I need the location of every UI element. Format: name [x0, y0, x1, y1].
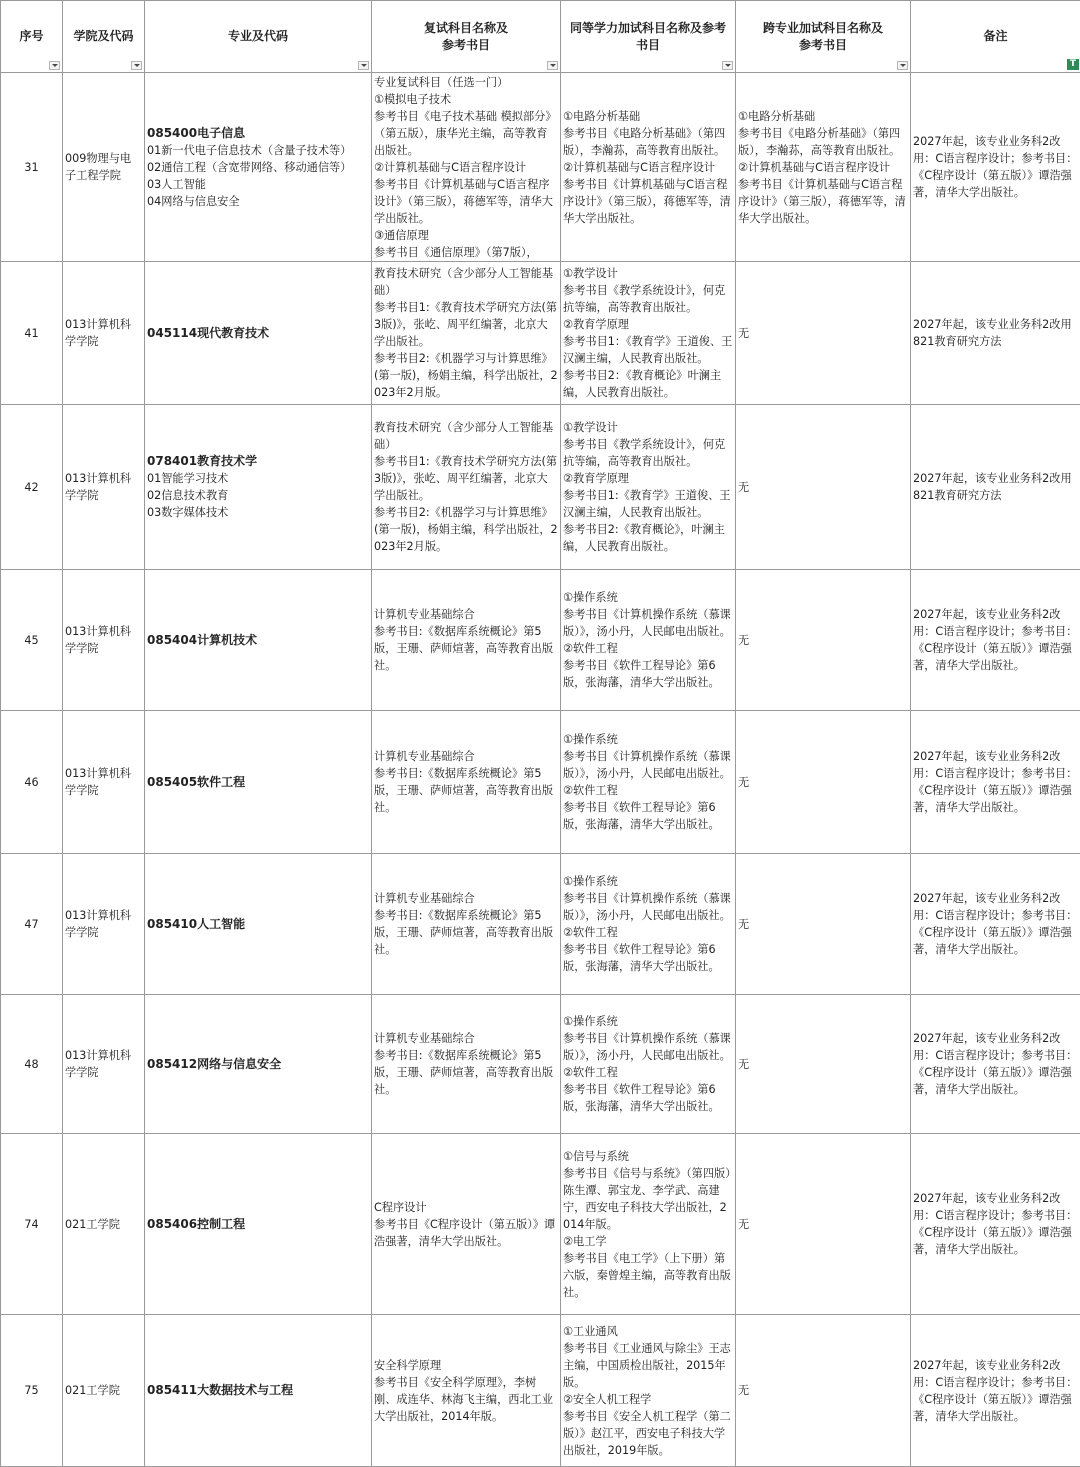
remark-cell: 2027年起，该专业业务科2改用：C语言程序设计；参考书目：《C程序设计（第五版）》谭浩强著，清华大学出版社。	[911, 73, 1080, 262]
table-row	[1, 570, 1080, 711]
cross-major-exam-cell: 无	[736, 262, 911, 405]
remark-cell: 2027年起，该专业业务科2改用：C语言程序设计；参考书目：《C程序设计（第五版）》谭浩强著，清华大学出版社。	[911, 711, 1080, 854]
major-code: 085400电子信息	[147, 125, 369, 142]
equivalent-exam-cell: ①工业通风 参考书目《工业通风与除尘》王志主编，中国质检出版社，2015年版。 ②安全人机工程学 参考书目《安全人机工程学（第二版）》赵江平，西安电子科技大学出版社，2019年版。	[561, 1315, 736, 1467]
major-code: 085410人工智能	[147, 916, 369, 933]
dropdown-filter-icon[interactable]	[49, 61, 60, 70]
cross-major-exam-cell: 无	[736, 1315, 911, 1467]
header-cell	[561, 1, 736, 73]
seq-cell: 48	[1, 995, 63, 1134]
table-row	[1, 1315, 1080, 1467]
seq-cell: 42	[1, 405, 63, 570]
major-directions: 01智能学习技术 02信息技术教育 03数字媒体技术	[147, 470, 369, 521]
college-cell: 013计算机科学学院	[63, 262, 145, 405]
header-label: 备注	[983, 29, 1007, 43]
table-row	[1, 405, 1080, 570]
remark-cell: 2027年起，该专业业务科2改用：C语言程序设计；参考书目：《C程序设计（第五版）》谭浩强著，清华大学出版社。	[911, 570, 1080, 711]
seq-cell: 46	[1, 711, 63, 854]
major-cell	[145, 711, 372, 854]
dropdown-filter-icon[interactable]	[897, 61, 908, 70]
remark-cell: 2027年起，该专业业务科2改用：C语言程序设计；参考书目：《C程序设计（第五版）》谭浩强著，清华大学出版社。	[911, 1134, 1080, 1315]
remark-cell: 2027年起，该专业业务科2改用：C语言程序设计；参考书目：《C程序设计（第五版）》谭浩强著，清华大学出版社。	[911, 1315, 1080, 1467]
major-cell	[145, 1134, 372, 1315]
dropdown-filter-icon[interactable]	[358, 61, 369, 70]
table-row	[1, 711, 1080, 854]
equivalent-exam-cell: ①操作系统 参考书目《计算机操作系统（慕课版）》，汤小丹，人民邮电出版社。 ②软件工程 参考书目《软件工程导论》第6版，张海藩，清华大学出版社。	[561, 854, 736, 995]
retest-cell: 计算机专业基础综合 参考书目:《数据库系统概论》第5版，王珊、萨师煊著，高等教育出版社。	[372, 570, 561, 711]
header-label: 专业及代码	[228, 29, 288, 43]
header-label: 跨专业加试科目名称及 参考书目	[763, 21, 883, 52]
table-row	[1, 854, 1080, 995]
table-row	[1, 995, 1080, 1134]
college-cell: 013计算机科学学院	[63, 711, 145, 854]
equivalent-exam-cell: ①电路分析基础 参考书目《电路分析基础》（第四版），李瀚荪，高等教育出版社。 ②计算机基础与C语言程序设计 参考书目《计算机基础与C语言程序设计》（第三版），蒋德军等，清华大学出版社。	[561, 73, 736, 262]
retest-cell: 计算机专业基础综合 参考书目:《数据库系统概论》第5版，王珊、萨师煊著，高等教育出版社。	[372, 711, 561, 854]
header-cell	[145, 1, 372, 73]
header-label: 学院及代码	[73, 29, 133, 43]
filter-active-icon[interactable]: T	[1067, 59, 1079, 70]
header-cell	[911, 1, 1080, 73]
seq-cell: 41	[1, 262, 63, 405]
seq-cell: 31	[1, 73, 63, 262]
retest-cell: 教育技术研究（含少部分人工智能基础） 参考书目1:《教育技术学研究方法(第3版)》，张屹、周平红编著，北京大学出版社。 参考书目2:《机器学习与计算思维》(第一版)，杨娟主编，科学出版社，2023年2月版。	[372, 405, 561, 570]
major-cell	[145, 1315, 372, 1467]
table-row	[1, 1134, 1080, 1315]
header-cell	[63, 1, 145, 73]
major-code: 045114现代教育技术	[147, 325, 369, 342]
header-label: 同等学力加试科目名称及参考 书目	[570, 21, 726, 52]
seq-cell: 75	[1, 1315, 63, 1467]
equivalent-exam-cell: ①操作系统 参考书目《计算机操作系统（慕课版）》，汤小丹，人民邮电出版社。 ②软件工程 参考书目《软件工程导论》第6版，张海藩，清华大学出版社。	[561, 570, 736, 711]
equivalent-exam-cell: ①信号与系统 参考书目《信号与系统》（第四版）陈生潭、郭宝龙、李学武、高建宁，西安电子科技大学出版社，2014年版。 ②电工学 参考书目《电工学》（上下册）第六版，秦曾煌主编，高等教育出版社。	[561, 1134, 736, 1315]
cross-major-exam-cell: 无	[736, 570, 911, 711]
remark-cell: 2027年起，该专业业务科2改用821教育研究方法	[911, 405, 1080, 570]
major-cell	[145, 405, 372, 570]
college-cell: 021工学院	[63, 1134, 145, 1315]
cross-major-exam-cell: 无	[736, 995, 911, 1134]
header-label: 复试科目名称及 参考书目	[424, 21, 508, 52]
remark-cell: 2027年起，该专业业务科2改用：C语言程序设计；参考书目：《C程序设计（第五版）》谭浩强著，清华大学出版社。	[911, 995, 1080, 1134]
table-row	[1, 73, 1080, 262]
major-code: 085404计算机技术	[147, 632, 369, 649]
header-cell	[372, 1, 561, 73]
dropdown-filter-icon[interactable]	[131, 61, 142, 70]
header-row	[1, 1, 1080, 73]
remark-cell: 2027年起，该专业业务科2改用：C语言程序设计；参考书目：《C程序设计（第五版）》谭浩强著，清华大学出版社。	[911, 854, 1080, 995]
cross-major-exam-cell: 无	[736, 1134, 911, 1315]
college-cell: 013计算机科学学院	[63, 570, 145, 711]
dropdown-filter-icon[interactable]	[547, 61, 558, 70]
retest-cell: C程序设计 参考书目《C程序设计（第五版）》谭浩强著，清华大学出版社。	[372, 1134, 561, 1315]
retest-cell: 专业复试科目（任选一门） ①模拟电子技术 参考书目《电子技术基础 模拟部分》（第五版），康华光主编，高等教育出版社。 ②计算机基础与C语言程序设计 参考书目《计算机基础与C语言程序设计》（第三版），蒋德军等，清华大学出版社。 ③通信原理 参考书目《通信原理》（第7版），	[372, 73, 561, 262]
seq-cell: 45	[1, 570, 63, 711]
cross-major-exam-cell: 无	[736, 711, 911, 854]
table-row	[1, 262, 1080, 405]
major-cell	[145, 854, 372, 995]
retest-cell: 教育技术研究（含少部分人工智能基础） 参考书目1:《教育技术学研究方法(第3版)》，张屹、周平红编著，北京大学出版社。 参考书目2:《机器学习与计算思维》(第一版)，杨娟主编，科学出版社，2023年2月版。	[372, 262, 561, 405]
header-label: 序号	[19, 29, 43, 43]
major-code: 085411大数据技术与工程	[147, 1382, 369, 1399]
major-code: 085412网络与信息安全	[147, 1056, 369, 1073]
college-cell: 009物理与电子工程学院	[63, 73, 145, 262]
major-cell	[145, 995, 372, 1134]
cross-major-exam-cell: ①电路分析基础 参考书目《电路分析基础》（第四版），李瀚荪，高等教育出版社。 ②计算机基础与C语言程序设计 参考书目《计算机基础与C语言程序设计》（第三版），蒋德军等，清华大学出版社。	[736, 73, 911, 262]
retest-cell: 计算机专业基础综合 参考书目:《数据库系统概论》第5版，王珊、萨师煊著，高等教育出版社。	[372, 854, 561, 995]
major-code: 085406控制工程	[147, 1216, 369, 1233]
major-code: 078401教育技术学	[147, 453, 369, 470]
retest-cell: 安全科学原理 参考书目《安全科学原理》，李树刚、成连华、林海飞主编，西北工业大学出版社，2014年版。	[372, 1315, 561, 1467]
cross-major-exam-cell: 无	[736, 854, 911, 995]
header-cell	[736, 1, 911, 73]
header-cell	[1, 1, 63, 73]
major-cell	[145, 570, 372, 711]
seq-cell: 47	[1, 854, 63, 995]
cross-major-exam-cell: 无	[736, 405, 911, 570]
major-code: 085405软件工程	[147, 774, 369, 791]
dropdown-filter-icon[interactable]	[722, 61, 733, 70]
major-directions: 01新一代电子信息技术（含量子技术等） 02通信工程（含宽带网络、移动通信等） 03人工智能 04网络与信息安全	[147, 142, 369, 210]
college-cell: 013计算机科学学院	[63, 405, 145, 570]
major-cell	[145, 262, 372, 405]
equivalent-exam-cell: ①操作系统 参考书目《计算机操作系统（慕课版）》，汤小丹，人民邮电出版社。 ②软件工程 参考书目《软件工程导论》第6版，张海藩，清华大学出版社。	[561, 995, 736, 1134]
seq-cell: 74	[1, 1134, 63, 1315]
major-cell	[145, 73, 372, 262]
college-cell: 013计算机科学学院	[63, 995, 145, 1134]
retest-cell: 计算机专业基础综合 参考书目:《数据库系统概论》第5版，王珊、萨师煊著，高等教育出版社。	[372, 995, 561, 1134]
college-cell: 013计算机科学学院	[63, 854, 145, 995]
remark-cell: 2027年起，该专业业务科2改用821教育研究方法	[911, 262, 1080, 405]
college-cell: 021工学院	[63, 1315, 145, 1467]
equivalent-exam-cell: ①教学设计 参考书目《教学系统设计》，何克抗等编，高等教育出版社。 ②教育学原理 参考书目1：《教育学》王道俊、王汉澜主编，人民教育出版社。 参考书目2：《教育概论》叶澜主编，人民教育出版社。	[561, 262, 736, 405]
equivalent-exam-cell: ①操作系统 参考书目《计算机操作系统（慕课版）》，汤小丹，人民邮电出版社。 ②软件工程 参考书目《软件工程导论》第6版，张海藩，清华大学出版社。	[561, 711, 736, 854]
equivalent-exam-cell: ①教学设计 参考书目《教学系统设计》，何克抗等编，高等教育出版社。 ②教育学原理 参考书目1:《教育学》王道俊、王汉澜主编，人民教育出版社。 参考书目2:《教育概论》，叶澜主编，人民教育出版社。	[561, 405, 736, 570]
